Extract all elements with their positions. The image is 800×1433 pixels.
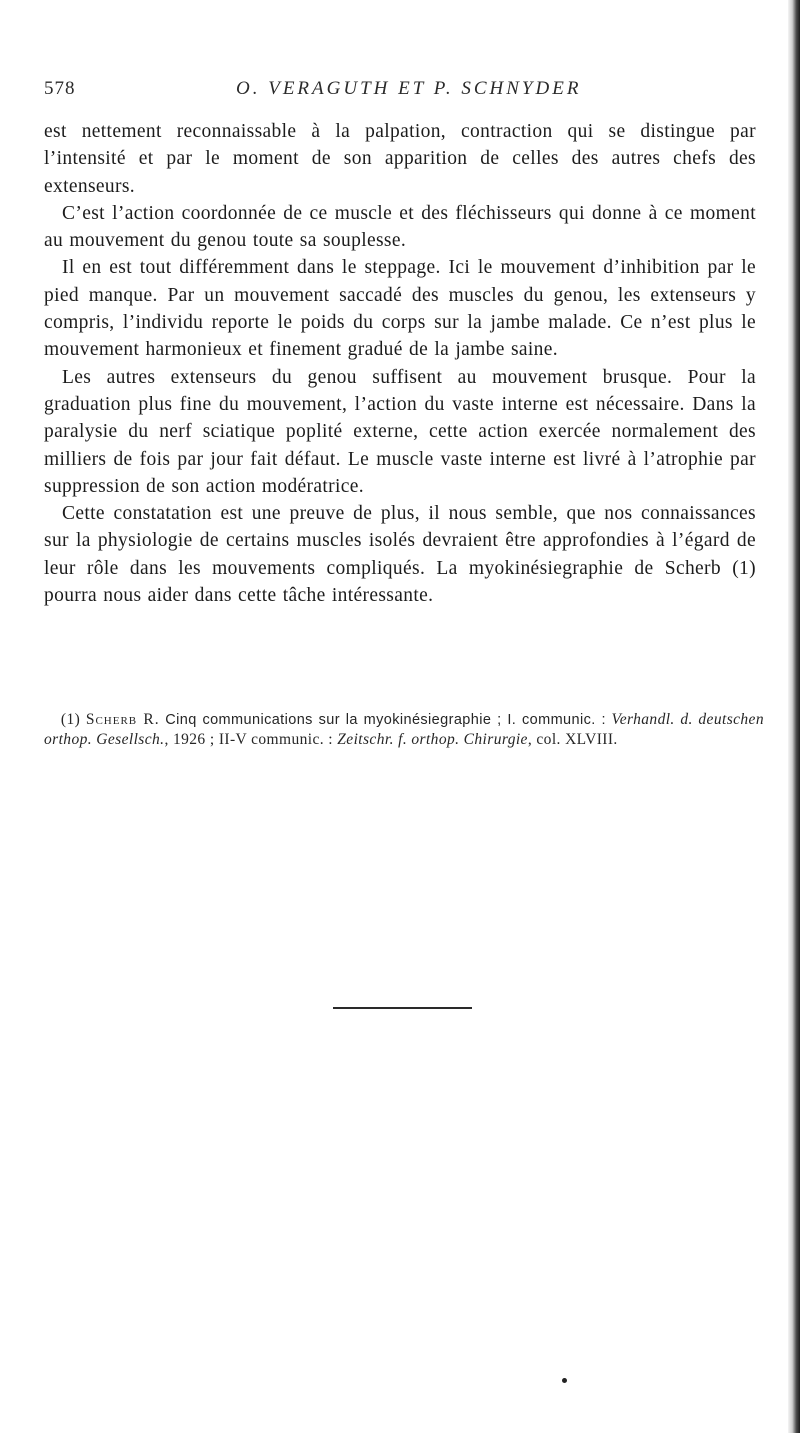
footnote-journal-2: Zeitschr. f. orthop. Chirurgie [337, 731, 528, 748]
paragraph-4: Les autres extenseurs du genou suffisent au mouvement brusque. Pour la graduation plus fine du mouvement, l’action du vaste interne est nécessaire. Dans la paralysie du nerf sciatique poplité externe, cette action exercée normalement des milliers de fois par jour fait défaut. Le muscle vaste interne est livré à l’atrophie par suppression de son action modératrice. [44, 366, 756, 497]
paragraph-5: Cette constatation est une preuve de plus, il nous semble, que nos connaissances sur la physiologie de certains muscles isolés devraient être approfondies à l’égard de leur rôle dans les mouvements compliqués. La myokinésiegraphie de Scherb (1) pourra nous aider dans cette tâche intéressante. [44, 503, 756, 607]
paragraph-3: Il en est tout différemment dans le steppage. Ici le mouvement d’inhibition par le pied manque. Par un mouvement saccadé des muscles du genou, les extenseurs y compris, l’individu reporte le poids du corps sur la jambe malade. Ce n’est plus le mouvement harmonieux et finement gradué de la jambe saine. [44, 257, 756, 361]
page-number: 578 [44, 78, 76, 99]
footnote-author: Scherb R. [85, 711, 160, 728]
footnote-journal-1: Verhandl. d. deutschen orthop. Gesellsch. [44, 711, 764, 748]
paragraph-2: C’est l’action coordonnée de ce muscle et des fléchisseurs qui donne à ce moment au mouvement du genou toute sa souplesse. [44, 202, 756, 252]
body-text [44, 118, 756, 609]
print-speck [562, 1378, 567, 1383]
page-edge-shadow [788, 0, 800, 1433]
footnote-title: Cinq communications sur la myokinésiegraphie ; I. communic. : [165, 712, 606, 728]
footnote-detail-2: , col. XLVIII. [527, 731, 618, 748]
footnote-detail-1: , 1926 ; II-V communic. : [164, 731, 338, 748]
footnote-marker: (1) [60, 711, 81, 728]
paragraph-1: est nettement reconnaissable à la palpation, contraction qui se distingue par l’intensité et par le moment de son apparition de celles des autres chefs des extenseurs. [44, 121, 756, 197]
end-rule [333, 1007, 472, 1009]
page-header [44, 78, 764, 104]
footnote [44, 710, 764, 749]
running-head: O. VERAGUTH ET P. SCHNYDER [236, 78, 582, 99]
